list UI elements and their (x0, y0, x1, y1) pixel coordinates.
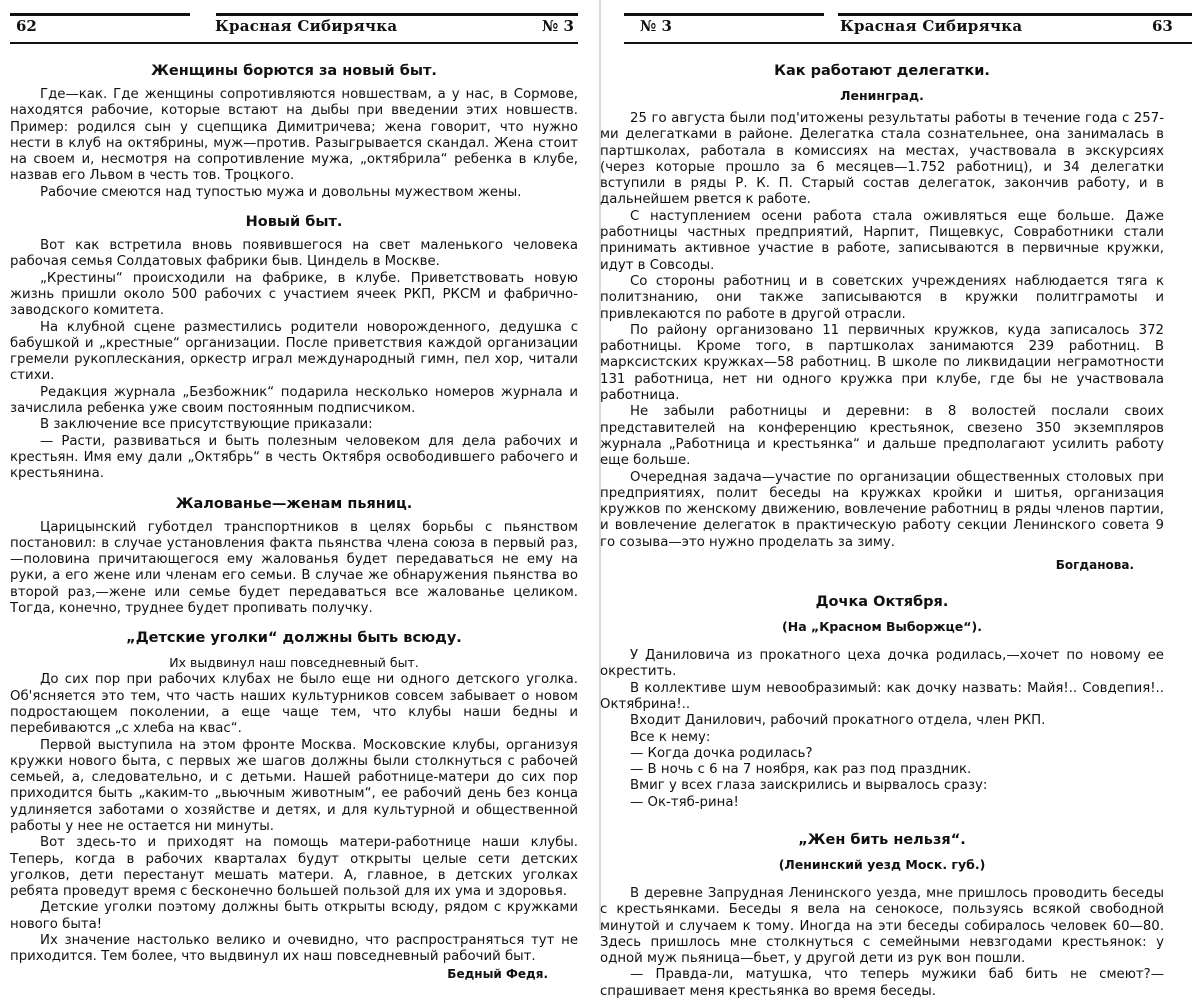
paragraph: На клубной сцене разместились родители новорожденного, дедушка с бабушкой и „крестные“ организации. После приветствия каждой организации гремели рукоплескания, оркестр играл международный гимн, пел хор, читали стихи. (10, 319, 578, 384)
paragraph: Их значение настолько велико и очевидно, что распространяться тут не приходится. Тем более, что выдвинул их наш повседневный рабочий быт. (10, 933, 578, 965)
paragraph: Все к нему: (630, 729, 711, 745)
issue-number: № 3 (542, 17, 574, 35)
paragraph: Очередная задача—участие по организации общественных столовых при предприятиях, полит беседы на кружках кройки и шитья, организация кружков по женскому движению, вовлечение работниц в ряды членов партии, и вовлечение делегаток в практическую работу секции Ленинского совета 9 го созыва—это нужно проделать за зиму. (600, 469, 1164, 550)
article-title: Женщины борются за новый быт. (151, 63, 437, 79)
paragraph: Вот здесь-то и приходят на помощь матери-работнице наши клубы. Теперь, когда в рабочих кварталах будут открыты целые сети детских уголков, дети перестанут мешать матери. А, главное, в детских уголках ребята проведут время с бесконечно большей пользой для их ума и здоровья. (10, 835, 578, 900)
paragraph: Где—как. Где женщины сопротивляются новшествам, а у нас, в Сормове, находятся рабочие, которые встают на дыбы при введении этих новшеств. Пример: родился сын у сцепщика Димитричева; жена говорит, что нужно нести в клуб на октябрины, муж—против. Разыгрывается скандал. Жена стоит на своем и, несмотря на сопротивление мужа, „октябрила“ ребенка в клубе, назвав его Львом в честь тов. Троцкого. (10, 87, 578, 184)
paragraph: Царицынский губотдел транспортников в целях борьбы с пьянством постановил: в случае установления факта пьянства члена союза в первый раз,—половина причитающегося ему жалованья будет передаваться не ему на руки, а его жене или членам его семьи. В случае же обнаружения пьянства во второй раз,—жене или семье будет передаваться все жалованье целиком. Тогда, конечно, труднее будет пропивать получку. (10, 519, 578, 617)
paragraph: Первой выступила на этом фронте Москва. Московские клубы, организуя кружки нового быта, с первых же шагов должны были столкнуться с рабочей семьей, а, следовательно, и с детьми. Нашей работнице-матери до сих пор приходится быть „каким-то „вьючным животным“, ее рабочий день без конца удлиняется заботами о хозяйстве и детях, и для культурной и общественной работы у нее не остается ни минуты. (10, 737, 578, 834)
header-rule (624, 42, 1192, 44)
magazine-title: Красная Сибирячка (840, 17, 1023, 35)
article-title: Как работают делегатки. (774, 63, 990, 79)
paragraph: Вмиг у всех глаза заискрились и вырвалось сразу: (630, 778, 988, 794)
paragraph: „Крестины“ происходили на фабрике, в клубе. Приветствовать новую жизнь пришли около 500 рабочих с участием ячеек РКП, РКСМ и фабрично-заводского комитета. (10, 270, 578, 319)
paragraph: В заключение все присутствующие приказали: (40, 417, 373, 433)
paragraph: Вот как встретила вновь появившегося на свет маленького человека рабочая семья Солдатовых фабрики быв. Циндель в Москве. (10, 238, 578, 270)
article-title: Жалованье—женам пьяниц. (175, 495, 413, 512)
paragraph: Не забыли работницы и деревни: в 8 волостей послали своих представителей на конференцию крестьянок, свезено 350 экземпляров журнала „Работница и крестьянка“ и дальше предполагают усилить работу еще больше. (600, 404, 1164, 469)
paragraph: — Ок-тяб-рина! (630, 794, 739, 810)
paragraph: У Даниловича из прокатного цеха дочка родилась,—хочет по новому ее окрестить. (600, 648, 1164, 680)
header-rule (838, 13, 1192, 16)
article-subtitle: Их выдвинул наш повседневный быт. (169, 655, 419, 671)
left-page-header (10, 0, 578, 44)
right-page-header (624, 0, 1192, 44)
paragraph: С наступлением осени работа стала оживляться еще больше. Даже работницы частных предприятий, Нарпит, Пищевкус, Совработники стали принимать активное участие в работе, записываются в первичные кружки, идут в Совсоды. (600, 208, 1164, 273)
right-page-content (600, 50, 1164, 1000)
right-page (600, 0, 1200, 999)
article-signature: Бедный Федя. (447, 966, 548, 981)
header-rule (216, 13, 578, 16)
paragraph: По району организовано 11 первичных кружков, куда записалось 372 работницы. Кроме того, в партшколах занимаются 239 работниц. В марксистских кружках—58 работниц. В школе по ликвидации неграмотности 131 работница, нет ни одного кружка при клубе, где бы не участвовала работница. (600, 322, 1164, 404)
left-page-content (10, 50, 578, 982)
paragraph: — Расти, развиваться и быть полезным человеком для дела рабочих и крестьян. Имя ему дали „Октябрь“ в честь Октября освободившего рабочего и крестьянина. (10, 433, 578, 482)
paragraph: 25 го августа были под'итожены результаты работы в течение года с 257-ми делегатками в районе. Делегатка стала сознательнее, она занималась в партшколах, работала в комиссиях на местах, участвовала в экскурсиях (через которые прошло за 6 месяцев—1.752 работниц), и 34 делегатки вступили в ряды Р. К. П. Старый состав делегаток, закончив работу, и в дальнейшем рвется к работе. (600, 111, 1164, 208)
page-number: 63 (1152, 17, 1173, 35)
header-rule (624, 13, 824, 16)
paragraph: В коллективе шум невообразимый: как дочку назвать: Майя!.. Совдепия!.. Октябрина!.. (600, 680, 1164, 712)
issue-number: № 3 (640, 17, 672, 35)
article-subtitle: (Ленинский уезд Моск. губ.) (778, 856, 986, 872)
paragraph: Редакция журнала „Безбожник“ подарила несколько номеров журнала и зачислила ребенка уже своим постоянным подписчиком. (10, 384, 578, 417)
article-signature: Богданова. (1055, 558, 1134, 573)
article-dateline: Ленинград. (840, 88, 924, 103)
page-number: 62 (16, 17, 37, 35)
paragraph: — Правда-ли, матушка, что теперь мужики баб бить не смеют?—спрашивает меня крестьянка во время беседы. (600, 967, 1164, 999)
header-rule (10, 13, 190, 16)
paragraph: Детские уголки поэтому должны быть открыты всюду, рядом с кружками нового быта! (10, 900, 578, 932)
paragraph: В деревне Запрудная Ленинского уезда, мне пришлось проводить беседы с крестьянками. Беседы я вела на сенокосе, пользуясь всякой свободной минутой и случаем к тому. Иногда на эти беседы собиралось человек 60—80. Здесь пришлось мне столкнуться с семейными невзгодами крестьянок: у одной муж пьяница—бьет, у другой дети из рук вон пошли. (600, 885, 1164, 967)
paragraph: Со стороны работниц и в советских учреждениях наблюдается тяга к политзнанию, они также записываются в кружки политграмоты и привлекаются по работе в другой отрасли. (600, 273, 1164, 322)
paragraph: Рабочие смеются над тупостью мужа и довольны мужеством жены. (40, 184, 522, 200)
article-title: „Детские уголки“ должны быть всюду. (126, 630, 462, 647)
article-subtitle: (На „Красном Выборжце“). (782, 619, 982, 635)
paragraph: Входит Данилович, рабочий прокатного отдела, член РКП. (630, 713, 1046, 729)
paragraph: — В ночь с 6 на 7 ноября, как раз под праздник. (630, 762, 972, 778)
left-page (0, 0, 600, 981)
magazine-title: Красная Сибирячка (215, 17, 398, 35)
article-title: Новый быт. (245, 214, 343, 231)
article-title: „Жен бить нельзя“. (798, 831, 966, 848)
header-rule (10, 42, 578, 44)
paragraph: — Когда дочка родилась? (630, 745, 813, 761)
paragraph: До сих пор при рабочих клубах не было еще ни одного детского уголка. Об'ясняется это тем, что часть наших культурников совсем забывает о новом подростающем поколении, а еще чаще тем, что клубы наши бедны и перебиваются „с хлеба на квас“. (10, 672, 578, 737)
article-title: Дочка Октября. (815, 594, 949, 611)
